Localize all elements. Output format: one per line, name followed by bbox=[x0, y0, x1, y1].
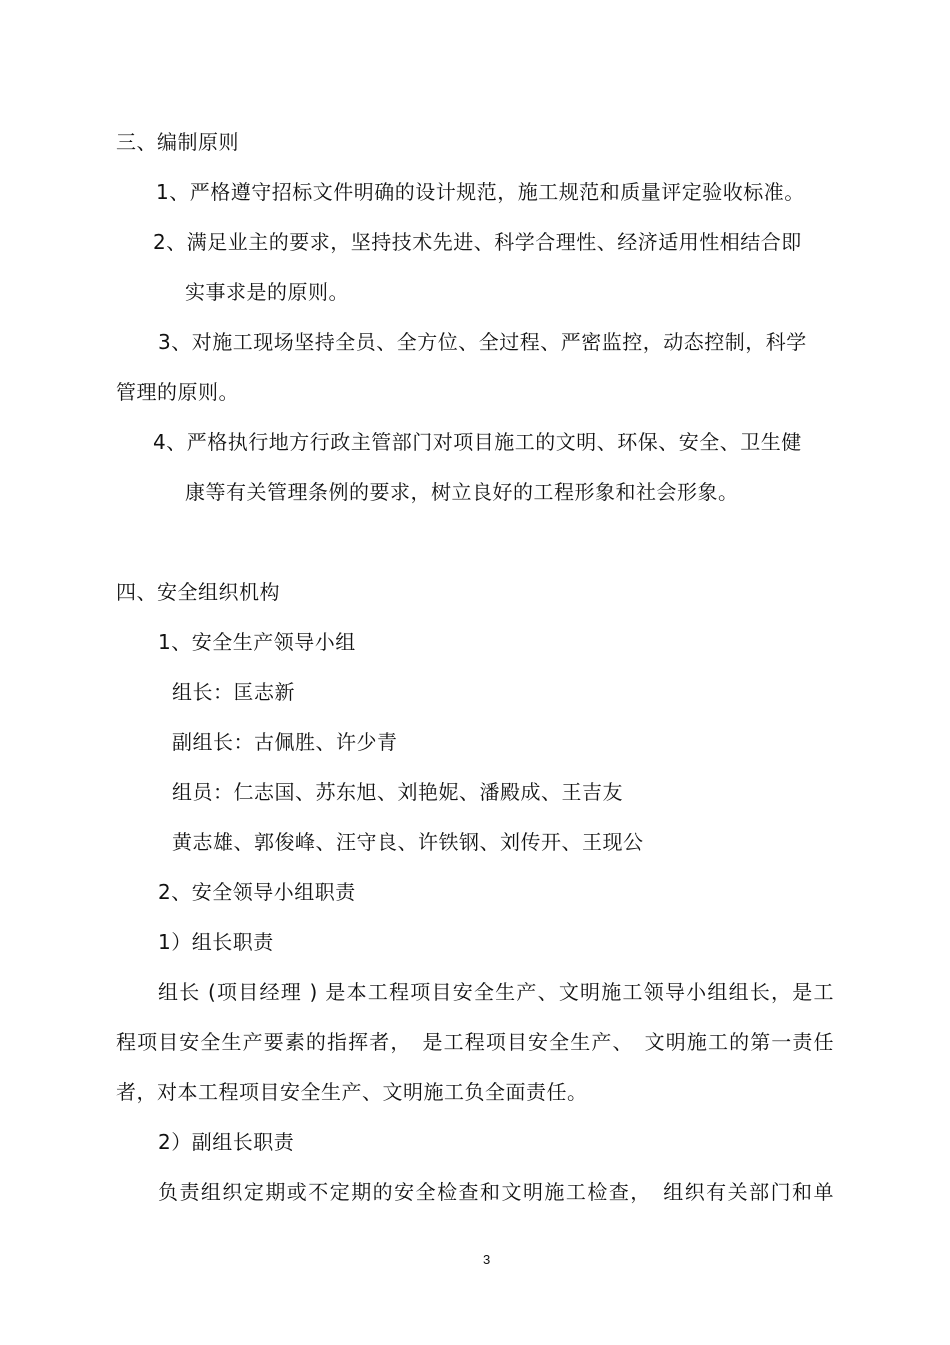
principle-item-2-line-2: 实事求是的原则。 bbox=[185, 280, 349, 304]
section-4-heading: 四、安全组织机构 bbox=[116, 580, 280, 604]
principle-item-2-line-1: 2、满足业主的要求，坚持技术先进、科学合理性、经济适用性相结合即 bbox=[153, 230, 802, 254]
principle-item-4-line-1: 4、严格执行地方行政主管部门对项目施工的文明、环保、安全、卫生健 bbox=[153, 430, 802, 454]
group-vice-leader: 副组长：古佩胜、许少青 bbox=[172, 730, 398, 754]
principle-item-1: 1、严格遵守招标文件明确的设计规范，施工规范和质量评定验收标准。 bbox=[156, 180, 805, 204]
group-members-line-1: 组员：仁志国、苏东旭、刘艳妮、潘殿成、王吉友 bbox=[172, 780, 623, 804]
page-number: 3 bbox=[483, 1252, 491, 1267]
group-leader: 组长：匡志新 bbox=[172, 680, 295, 704]
leader-duty-title: 1）组长职责 bbox=[158, 930, 274, 954]
principle-item-3-line-2: 管理的原则。 bbox=[116, 380, 239, 404]
vice-leader-duty-line-1: 负责组织定期或不定期的安全检查和文明施工检查， 组织有关部门和单 bbox=[158, 1180, 834, 1204]
principle-item-3-line-1: 3、对施工现场坚持全员、全方位、全过程、严密监控，动态控制，科学 bbox=[158, 330, 807, 354]
group-members-line-2: 黄志雄、郭俊峰、汪守良、许铁钢、刘传开、王现公 bbox=[172, 830, 644, 854]
vice-leader-duty-title: 2）副组长职责 bbox=[158, 1130, 295, 1154]
section-3-heading: 三、编制原则 bbox=[116, 130, 239, 154]
leader-duty-line-2: 程项目安全生产要素的指挥者， 是工程项目安全生产、 文明施工的第一责任 bbox=[116, 1030, 834, 1054]
leader-duty-line-1: 组长 (项目经理 ) 是本工程项目安全生产、文明施工领导小组组长，是工 bbox=[158, 980, 834, 1004]
subsection-2-title: 2、安全领导小组职责 bbox=[158, 880, 356, 904]
leader-duty-line-3: 者，对本工程项目安全生产、文明施工负全面责任。 bbox=[116, 1080, 588, 1104]
subsection-1-title: 1、安全生产领导小组 bbox=[158, 630, 356, 654]
principle-item-4-line-2: 康等有关管理条例的要求，树立良好的工程形象和社会形象。 bbox=[185, 480, 739, 504]
